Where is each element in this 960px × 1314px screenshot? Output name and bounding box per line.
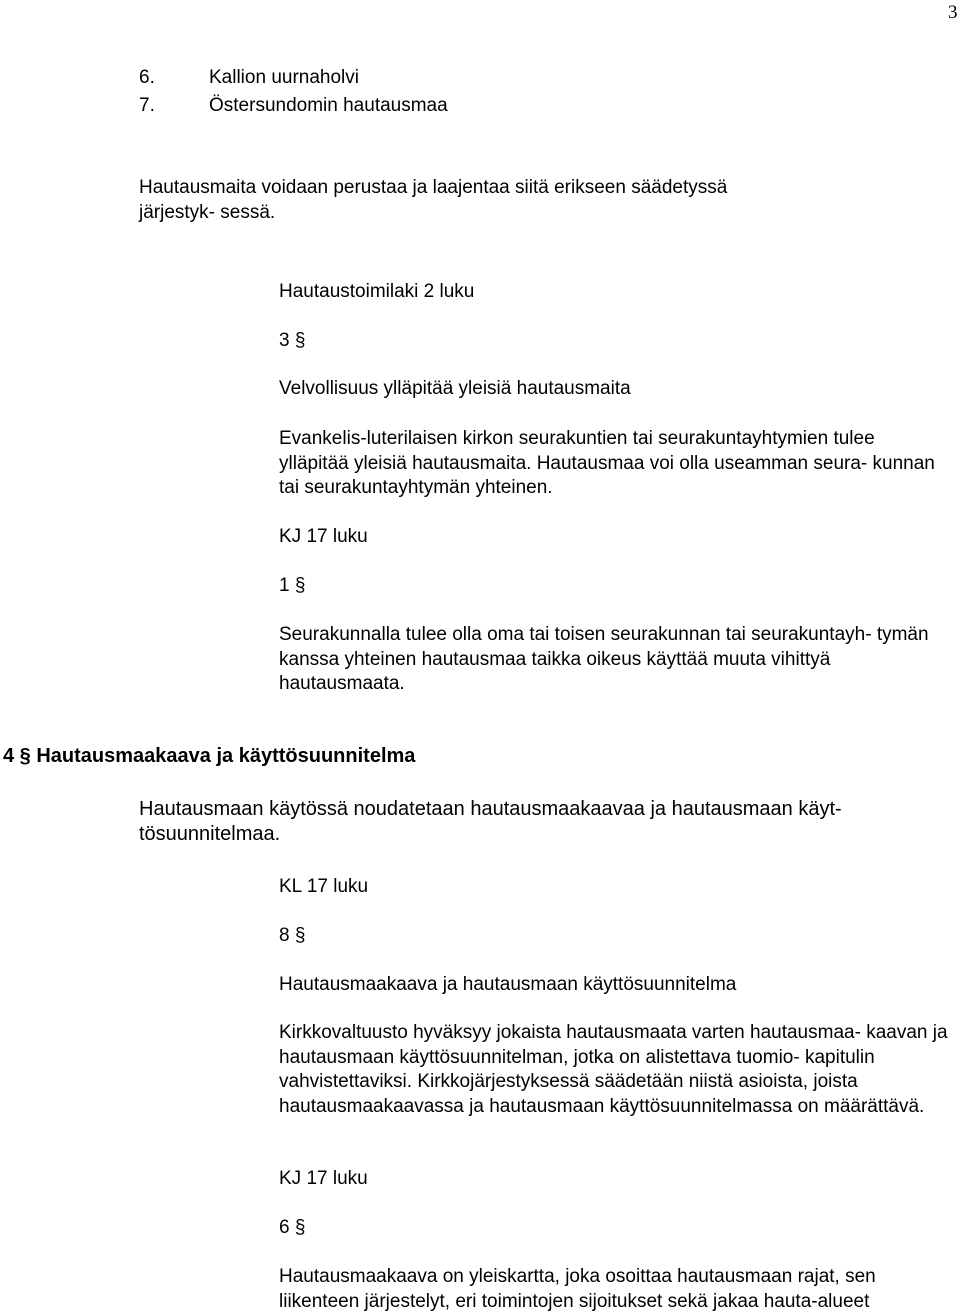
- section-paragraph: Hautausmaan käytössä noudatetaan hautausmaakaavaa ja hautausmaan käyt- tösuunnitelmaa.: [139, 798, 842, 845]
- quote-source: Hautaustoimilaki 2 luku: [279, 281, 475, 302]
- quote-source: KL 17 luku: [279, 876, 369, 897]
- list-item-text: Kallion uurnaholvi: [209, 67, 359, 88]
- quote-body: Evankelis-luterilaisen kirkon seurakuntien tai seurakuntayhtymien tulee ylläpitää yleisiä hautausmaita. Hautausmaa voi olla useamman seura- kunnan tai seurakuntayhtymän yhteinen.: [279, 428, 935, 498]
- list-item: [139, 66, 359, 91]
- list-item-number: 6.: [139, 67, 155, 88]
- section-symbol: 3 §: [279, 330, 306, 351]
- quote-source: KJ 17 luku: [279, 1168, 368, 1189]
- section-symbol: 6 §: [279, 1217, 306, 1238]
- quote-source: KJ 17 luku: [279, 526, 368, 547]
- quote-heading: Velvollisuus ylläpitää yleisiä hautausmaita: [279, 378, 631, 399]
- quote-body: Seurakunnalla tulee olla oma tai toisen seurakunnan tai seurakuntayh- tymän kanssa yhteinen hautausmaa taikka oikeus käyttää muuta vihittyä hautausmaata.: [279, 624, 929, 694]
- quote-body: Hautausmaakaava on yleiskartta, joka osoittaa hautausmaan rajat, sen liikenteen järjestelyt, eri toimintojen sijoitukset sekä jakaa hauta-alueet: [279, 1266, 876, 1312]
- list-item-number: 7.: [139, 95, 155, 116]
- quote-body: Kirkkovaltuusto hyväksyy jokaista hautausmaata varten hautausmaa- kaavan ja hautausmaan käyttösuunnitelman, jotka on alistettava tuomio- kapitulin vahvistettaviksi. Kirkkojärjestyksessä säädetään niistä asioista, joista hautausmaakaavassa ja hautausmaan käyttösuunnitelmassa on määrättävä.: [279, 1022, 948, 1117]
- list-item: [139, 94, 448, 119]
- quote-heading: Hautausmaakaava ja hautausmaan käyttösuunnitelma: [279, 974, 737, 995]
- page-number: 3: [948, 2, 958, 23]
- section-heading: 4 § Hautausmaakaava ja käyttösuunnitelma: [3, 745, 416, 767]
- section-symbol: 8 §: [279, 925, 306, 946]
- intro-paragraph: Hautausmaita voidaan perustaa ja laajentaa siitä erikseen säädetyssä järjestyk- sessä.: [139, 177, 728, 223]
- list-item-text: Östersundomin hautausmaa: [209, 95, 448, 116]
- section-symbol: 1 §: [279, 575, 306, 596]
